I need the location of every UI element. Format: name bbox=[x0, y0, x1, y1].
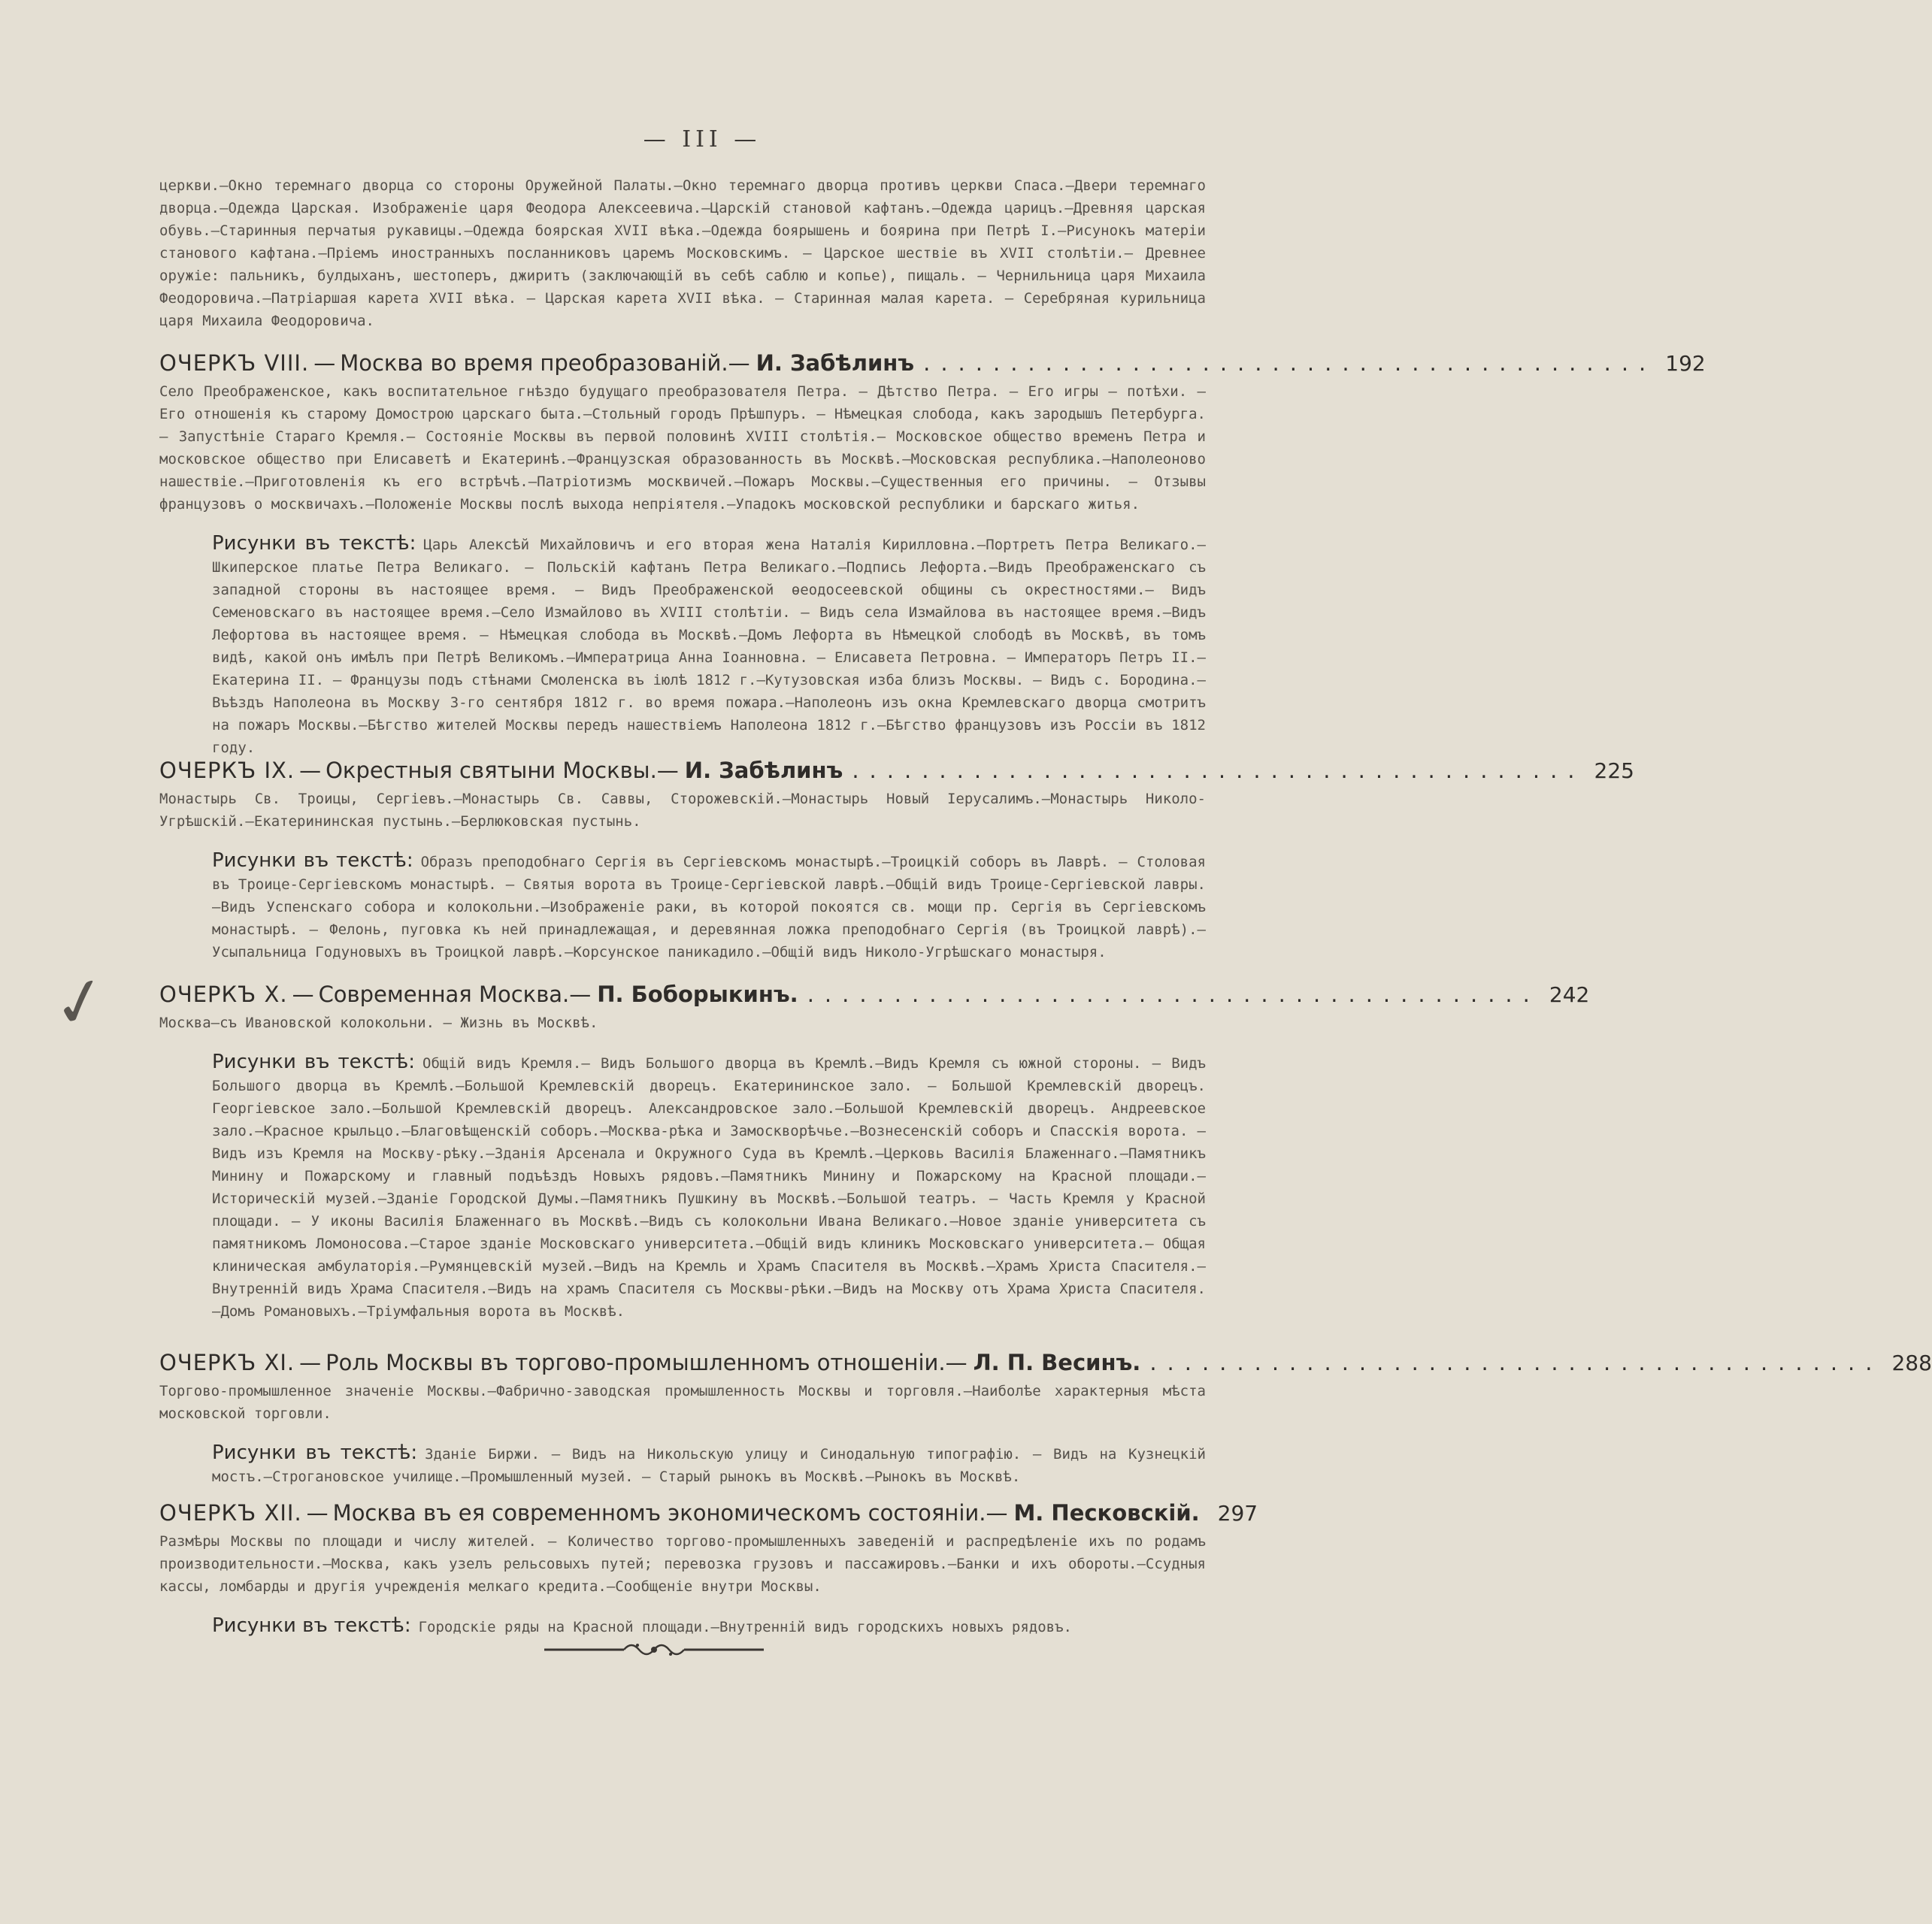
illustrations-text: Городскiе ряды на Красной площади.—Внутреннiй видъ городскихъ новыхъ рядовъ. bbox=[418, 1619, 1072, 1635]
dash-separator: — bbox=[299, 1350, 322, 1375]
leader-dots: .......................................... bbox=[1149, 1350, 1883, 1375]
chapter-page-number: 242 bbox=[1549, 982, 1590, 1007]
chapter-author: И. Забѣлинъ bbox=[684, 758, 843, 783]
chapter-heading[interactable] bbox=[159, 982, 1590, 1007]
chapter-x bbox=[159, 982, 1590, 1323]
pencil-checkmark-icon: ✓ bbox=[45, 958, 116, 1046]
chapter-number: ОЧЕРКЪ X. bbox=[159, 982, 288, 1007]
chapter-author: П. Боборыкинъ. bbox=[597, 982, 798, 1007]
illustrations-list bbox=[159, 1441, 1206, 1488]
chapter-heading[interactable] bbox=[159, 1350, 1932, 1375]
chapter-page-number: 297 bbox=[1217, 1501, 1258, 1526]
chapter-xi bbox=[159, 1350, 1932, 1488]
chapter-title: Окрестныя святыни Москвы. bbox=[326, 758, 657, 783]
page-number: — III — bbox=[643, 126, 762, 153]
illustrations-label: Рисунки въ текстѣ: bbox=[212, 532, 416, 555]
illustrations-text: Зданiе Биржи. — Видъ на Никольскую улицу и Синодальную типографiю. — Видъ на Кузнецкiй мостъ.—Строгановское училище.—Промышленный музей. — Старый рынокъ въ Москвѣ.—Рынокъ въ Москвѣ. bbox=[212, 1446, 1206, 1485]
illustrations-label: Рисунки въ текстѣ: bbox=[212, 849, 413, 872]
chapter-title: Современная Москва. bbox=[318, 982, 570, 1007]
chapter-heading[interactable] bbox=[159, 758, 1634, 783]
illustrations-list bbox=[159, 1614, 1206, 1638]
end-ornament-icon bbox=[541, 1638, 767, 1661]
chapter-number: ОЧЕРКЪ XII. bbox=[159, 1500, 302, 1526]
dash-separator: — bbox=[569, 982, 592, 1007]
leader-dots: .......................................... bbox=[923, 350, 1657, 376]
chapter-ix bbox=[159, 758, 1634, 964]
illustrations-list bbox=[159, 1051, 1206, 1323]
illustrations-label: Рисунки въ текстѣ: bbox=[212, 1051, 416, 1073]
chapter-page-number: 192 bbox=[1665, 351, 1706, 376]
illustrations-list bbox=[159, 849, 1206, 964]
intro-block bbox=[159, 174, 1206, 332]
chapter-author: Л. П. Весинъ. bbox=[973, 1350, 1141, 1375]
chapter-number: ОЧЕРКЪ IX. bbox=[159, 758, 295, 783]
illustrations-label: Рисунки въ текстѣ: bbox=[212, 1614, 411, 1637]
illustrations-text: Общiй видъ Кремля.— Видъ Большого дворца въ Кремлѣ.—Видъ Кремля съ южной стороны. — Видъ Большого дворца въ Кремлѣ.—Большой Кремлевскiй дворецъ. Екатерининское зало. — Большой Кремлевскiй дворецъ. Георгiевское зало.—Большой Кремлевскiй дворецъ. Александровское зало.—Большой Кремлевскiй дворецъ. Андреевское зало.—Красное крыльцо.—Благовѣщенскiй соборъ.—Москва-рѣка и Замоскворѣчье.—Вознесенскiй соборъ и Спасскiя ворота. — Видъ изъ Кремля на Москву-рѣку.—Зданiя Арсенала и Окружного Суда въ Кремлѣ.—Церковь Василiя Блаженнаго.—Памятникъ Минину и Пожарскому и главный подъѣздъ Новыхъ рядовъ.—Памятникъ Минину и Пожарскому на Красной площади.—Историческiй музей.—Зданiе Городской Думы.—Памятникъ Пушкину въ Москвѣ.—Большой театръ. — Часть Кремля у Красной площади. — У иконы Василiя Блаженнаго въ Москвѣ.—Видъ съ колокольни Ивана Великаго.—Новое зданiе университета съ памятникомъ Ломоносова.—Старое зданiе Московскаго университета.—Общiй видъ клиникъ Московскаго университета.— Общая клиническая амбулаторiя.—Румянцевскiй музей.—Видъ на Кремль и Храмъ Спасителя въ Москвѣ.—Храмъ Христа Спасителя.— Внутреннiй видъ Храма Спасителя.—Видъ на храмъ Спасителя съ Москвы-рѣки.—Видъ на Москву отъ Храма Христа Спасителя.—Домъ Романовыхъ.—Трiумфальныя ворота въ Москвѣ. bbox=[212, 1055, 1206, 1320]
chapter-author: М. Песковскiй. bbox=[1013, 1500, 1200, 1526]
chapter-summary: Москва—съ Ивановской колокольни. — Жизнь въ Москвѣ. bbox=[159, 1015, 598, 1031]
chapter-page-number: 225 bbox=[1594, 758, 1634, 783]
dash-separator: — bbox=[986, 1500, 1008, 1526]
illustrations-label: Рисунки въ текстѣ: bbox=[212, 1441, 418, 1464]
illustrations-text: Образъ преподобнаго Сергiя въ Сергiевскомъ монастырѣ.—Троицкiй соборъ въ Лаврѣ. — Столовая въ Троице-Сергiевскомъ монастырѣ. — Святыя ворота въ Троице-Сергiевской лаврѣ.—Общiй видъ Троице-Сергiевской лавры.—Видъ Успенскаго собора и колокольни.—Изображенiе раки, въ которой покоятся св. мощи пр. Сергiя въ Сергiевскомъ монастырѣ. — Фелонь, пуговка къ ней принадлежащая, и деревянная ложка преподобнаго Сергiя (въ Троицкой лаврѣ).—Усыпальница Годуновыхъ въ Троицкой лаврѣ.—Корсунское паникадило.—Общiй видъ Николо-Угрѣшскаго монастыря. bbox=[212, 854, 1206, 960]
dash-separator: — bbox=[656, 758, 679, 783]
chapter-title: Москва въ ея современномъ экономическомъ состоянiи. bbox=[332, 1500, 986, 1526]
dash-separator: — bbox=[313, 350, 336, 376]
chapter-summary: Монастырь Св. Троицы, Сергiевъ.—Монастырь Св. Саввы, Сторожевскiй.—Монастырь Новый Iерусалимъ.—Монастырь Николо-Угрѣшскiй.—Екатерининская пустынь.—Берлюковская пустынь. bbox=[159, 791, 1206, 830]
dash-separator: — bbox=[299, 758, 322, 783]
chapter-xii bbox=[159, 1500, 1258, 1638]
chapter-viii bbox=[159, 350, 1706, 759]
chapter-heading[interactable] bbox=[159, 350, 1706, 376]
dash-separator: — bbox=[945, 1350, 968, 1375]
intro-text: церкви.—Окно теремнаго дворца со стороны Оружейной Палаты.—Окно теремнаго дворца противъ церкви Спаса.—Двери теремнаго дворца.—Одежда Царская. Изображенiе царя Феодора Алексеевича.—Царскiй становой кафтанъ.—Одежда царицъ.—Древняя царская обувь.—Старинныя перчатыя рукавицы.—Одежда боярская XVII вѣка.—Одежда боярышень и боярина при Петрѣ I.—Рисунокъ матерiи станового кафтана.—Прiемъ иностранныхъ посланниковъ царемъ Московскимъ. — Царское шествiе въ XVII столѣтiи.— Древнее оружiе: пальникъ, булдыханъ, шестоперъ, джиритъ (заключающiй въ себѣ саблю и копье), пищаль. — Чернильница царя Михаила Феодоровича.—Патрiаршая карета XVII вѣка. — Царская карета XVII вѣка. — Старинная малая карета. — Серебряная курильница царя Михаила Феодоровича. bbox=[159, 177, 1206, 329]
dash-separator: — bbox=[292, 982, 314, 1007]
chapter-author: И. Забѣлинъ bbox=[756, 350, 915, 376]
chapter-summary: Торгово-промышленное значенiе Москвы.—Фабрично-заводская промышленность Москвы и торговля.—Наиболѣе характерныя мѣста московской торговли. bbox=[159, 1383, 1206, 1422]
chapter-summary: Размѣры Москвы по площади и числу жителей. — Количество торгово-промышленныхъ заведенiй и распредѣленiе ихъ по родамъ производительности.—Москва, какъ узелъ рельсовыхъ путей; перевозка грузовъ и пассажировъ.—Банки и ихъ обороты.—Ссудныя кассы, ломбарды и другiя учрежденiя мелкаго кредита.—Сообщенiе внутри Москвы. bbox=[159, 1533, 1206, 1595]
chapter-number: ОЧЕРКЪ XI. bbox=[159, 1350, 295, 1375]
leader-dots: .......................................... bbox=[852, 758, 1585, 783]
illustrations-text: Царь Алексѣй Михайловичъ и его вторая жена Наталiя Кирилловна.—Портретъ Петра Великаго.—Шкиперское платье Петра Великаго. — Польскiй кафтанъ Петра Великаго.—Подпись Лефорта.—Видъ Преображенскаго съ западной стороны въ настоящее время. — Видъ Преображенской ѳеодосеевской общины съ окрестностями.— Видъ Семеновскаго въ настоящее время.—Село Измайлово въ XVIII столѣтiи. — Видъ села Измайлова въ настоящее время.—Видъ Лефортова въ настоящее время. — Нѣмецкая слобода въ Москвѣ.—Домъ Лефорта въ Нѣмецкой слободѣ въ Москвѣ, въ томъ видѣ, какой онъ имѣлъ при Петрѣ Великомъ.—Императрица Анна Iоанновна. — Елисавета Петровна. — Императоръ Петръ II.—Екатерина II. — Французы подъ стѣнами Смоленска въ iюлѣ 1812 г.—Кутузовская изба близъ Москвы. — Видъ с. Бородина.—Въѣздъ Наполеона въ Москву 3-го сентября 1812 г. во время пожара.—Наполеонъ изъ окна Кремлевскаго дворца смотритъ на пожаръ Москвы.—Бѣгство жителей Москвы передъ нашествiемъ Наполеона 1812 г.—Бѣгство французовъ изъ Россiи въ 1812 году. bbox=[212, 537, 1206, 756]
chapter-number: ОЧЕРКЪ VIII. bbox=[159, 350, 310, 376]
leader-dots: .......................................... bbox=[807, 982, 1540, 1007]
chapter-heading[interactable] bbox=[159, 1500, 1258, 1526]
chapter-page-number: 288 bbox=[1891, 1351, 1932, 1375]
dash-separator: — bbox=[728, 350, 750, 376]
chapter-title: Роль Москвы въ торгово-промышленномъ отношенiи. bbox=[326, 1350, 946, 1375]
chapter-title: Москва во время преобразованiй. bbox=[340, 350, 728, 376]
illustrations-list bbox=[159, 532, 1206, 759]
chapter-summary: Село Преображенское, какъ воспитательное гнѣздо будущаго преобразователя Петра. — Дѣтство Петра. — Его игры — потѣхи. — Его отношенiя къ старому Домострою царскаго быта.—Стольный городъ Прѣшпуръ. — Нѣмецкая слобода, какъ зародышъ Петербурга. — Запустѣнiе Стараго Кремля.— Состоянiе Москвы въ первой половинѣ XVIII столѣтiя.— Московское общество временъ Петра и московское общество при Елисаветѣ и Екатеринѣ.—Французская образованность въ Москвѣ.—Московская республика.—Наполеоново нашествiе.—Приготовленiя къ его встрѣчѣ.—Патрiотизмъ москвичей.—Пожаръ Москвы.—Существенныя его причины. — Отзывы французовъ о москвичахъ.—Положенiе Москвы послѣ выхода непрiятеля.—Упадокъ московской республики и барскаго житья. bbox=[159, 383, 1206, 513]
dash-separator: — bbox=[306, 1500, 329, 1526]
